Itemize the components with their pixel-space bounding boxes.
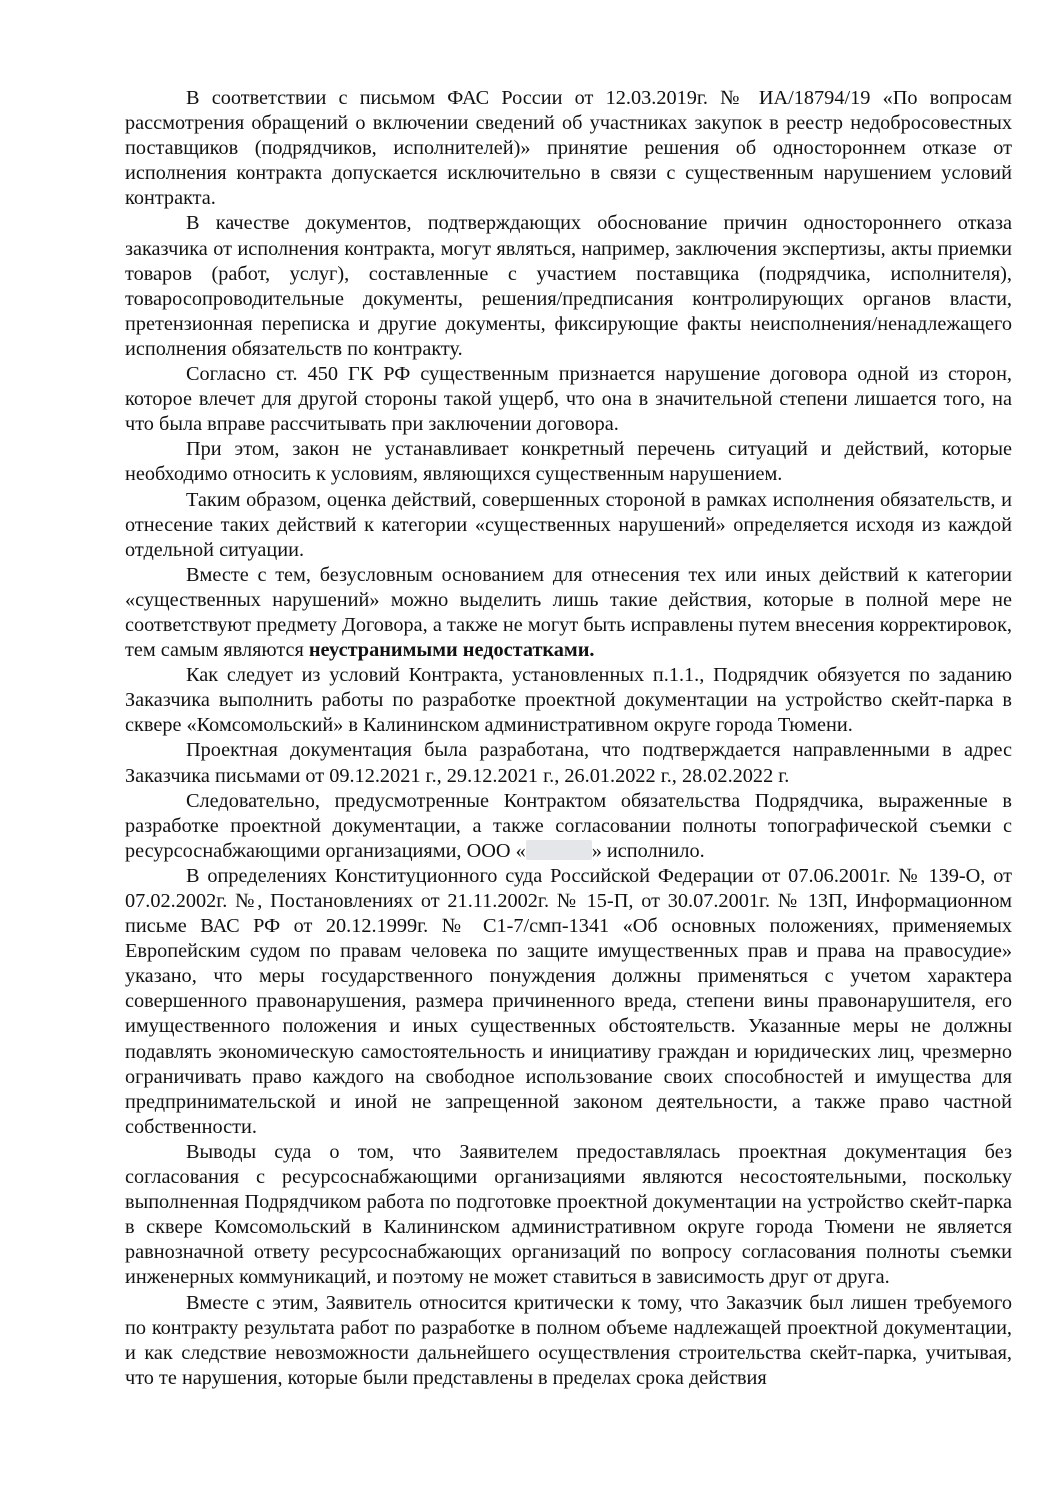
paragraph-assessment: Таким образом, оценка действий, совершенных стороной в рамках исполнения обязательств, и отнесение таких действий к категории «существенных нарушений» определяется исходя из каждой отдельной ситуации. (125, 488, 1012, 561)
paragraph-text-after: » исполнило. (591, 839, 705, 862)
redacted-company-name (526, 840, 592, 860)
paragraph-no-exhaustive-list: При этом, закон не устанавливает конкретный перечень ситуаций и действий, которые необходимо относить к условиям, являющихся существенным нарушением. (125, 438, 1012, 486)
paragraph-text: Вместе с тем, безусловным основанием для отнесения тех или иных действий к категории «существенных нарушений» можно выделить лишь такие действия, которые в полной мере не соответствуют предмету Договора, а также не могут быть исправлены путем внесения корректировок, тем самым являются (125, 563, 1012, 662)
paragraph-constitutional-court: В определениях Конституционного суда Российской Федерации от 07.06.2001г. № 139-О, от 07.02.2002г. №, Постановлениях от 21.11.2002г. № 15-П, от 30.07.2001г. № 13П, Информационном письме ВАС РФ от 20.12.1999г. № С1-7/смп-1341 «Об основных положениях, применяемых Европейским судом по правам человека по защите имущественных прав и права на правосудие» указано, что меры государственного понуждения должны применяться с учетом характера совершенного правонарушения, размера причиненного вреда, степени вины правонарушителя, его имущественного положения и иных существенных обстоятельств. Указанные меры не должны подавлять экономическую самостоятельность и инициативу граждан и юридических лиц, чрезмерно ограничивать право каждого на свободное использование своих способностей и имущества для предпринимательской и иной не запрещенной законом деятельности, а также право частной собственности. (125, 864, 1012, 1138)
paragraph-text: Следовательно, предусмотренные Контрактом обязательства Подрядчика, выраженные в разработке проектной документации, а также согласовании полноты топографической съемки с ресурсоснабжающими организациями, ООО « (125, 789, 1012, 862)
paragraph-material-breach-grounds (125, 563, 1012, 663)
paragraph-obligations-fulfilled (125, 789, 1012, 864)
paragraph-fas-letter: В соответствии с письмом ФАС России от 12.03.2019г. № ИА/18794/19 «По вопросам рассмотрения обращений о включении сведений об участниках закупок в реестр недобросовестных поставщиков (подрядчиков, исполнителей)» принятие решения об одностороннем отказе от исполнения контракта допускается исключительно в связи с существенным нарушением условий контракта. (125, 87, 1012, 210)
paragraph-supporting-documents: В качестве документов, подтверждающих обоснование причин одностороннего отказа заказчика от исполнения контракта, могут являться, например, заключения экспертизы, акты приемки товаров (работ, услуг), составленные с участием поставщика (подрядчика, исполнителя), товаросопроводительные документы, решения/предписания контролирующих органов власти, претензионная переписка и другие документы, фиксирующие факты неисполнения/ненадлежащего исполнения обязательств по контракту. (125, 212, 1012, 360)
emphasized-phrase: неустранимыми недостатками. (308, 639, 595, 662)
paragraph-article-450: Согласно ст. 450 ГК РФ существенным признается нарушение договора одной из сторон, которое влечет для другой стороны такой ущерб, что она в значительной степени лишается того, на что была вправе рассчитывать при заключении договора. (125, 363, 1012, 436)
paragraph-applicant-critical: Вместе с этим, Заявитель относится критически к тому, что Заказчик был лишен требуемого по контракту результата работ по разработке в полном объеме надлежащей проектной документации, и как следствие невозможности дальнейшего осуществления строительства скейт-парка, учитывая, что те нарушения, которые были представлены в пределах срока действия (125, 1291, 1012, 1389)
paragraph-court-conclusions: Выводы суда о том, что Заявителем предоставлялась проектная документация без согласования с ресурсоснабжающими организациями являются несостоятельными, поскольку выполненная Подрядчиком работа по подготовке проектной документации на устройство скейт-парка в сквере Комсомольский в Калининском административном округе города Тюмени не является равнозначной ответу ресурсоснабжающих организаций по вопросу согласования полноты съемки инженерных коммуникаций, и поэтому не может ставиться в зависимость друг от друга. (125, 1140, 1012, 1289)
paragraph-documentation-letters: Проектная документация была разработана, что подтверждается направленными в адрес Заказчика письмами от 09.12.2021 г., 29.12.2021 г., 26.01.2022 г., 28.02.2022 г. (125, 739, 1012, 787)
paragraph-contract-terms: Как следует из условий Контракта, установленных п.1.1., Подрядчик обязуется по заданию Заказчика выполнить работы по разработке проектной документации на устройство скейт-парка в сквере «Комсомольский» в Калининском административном округе города Тюмени. (125, 664, 1012, 737)
